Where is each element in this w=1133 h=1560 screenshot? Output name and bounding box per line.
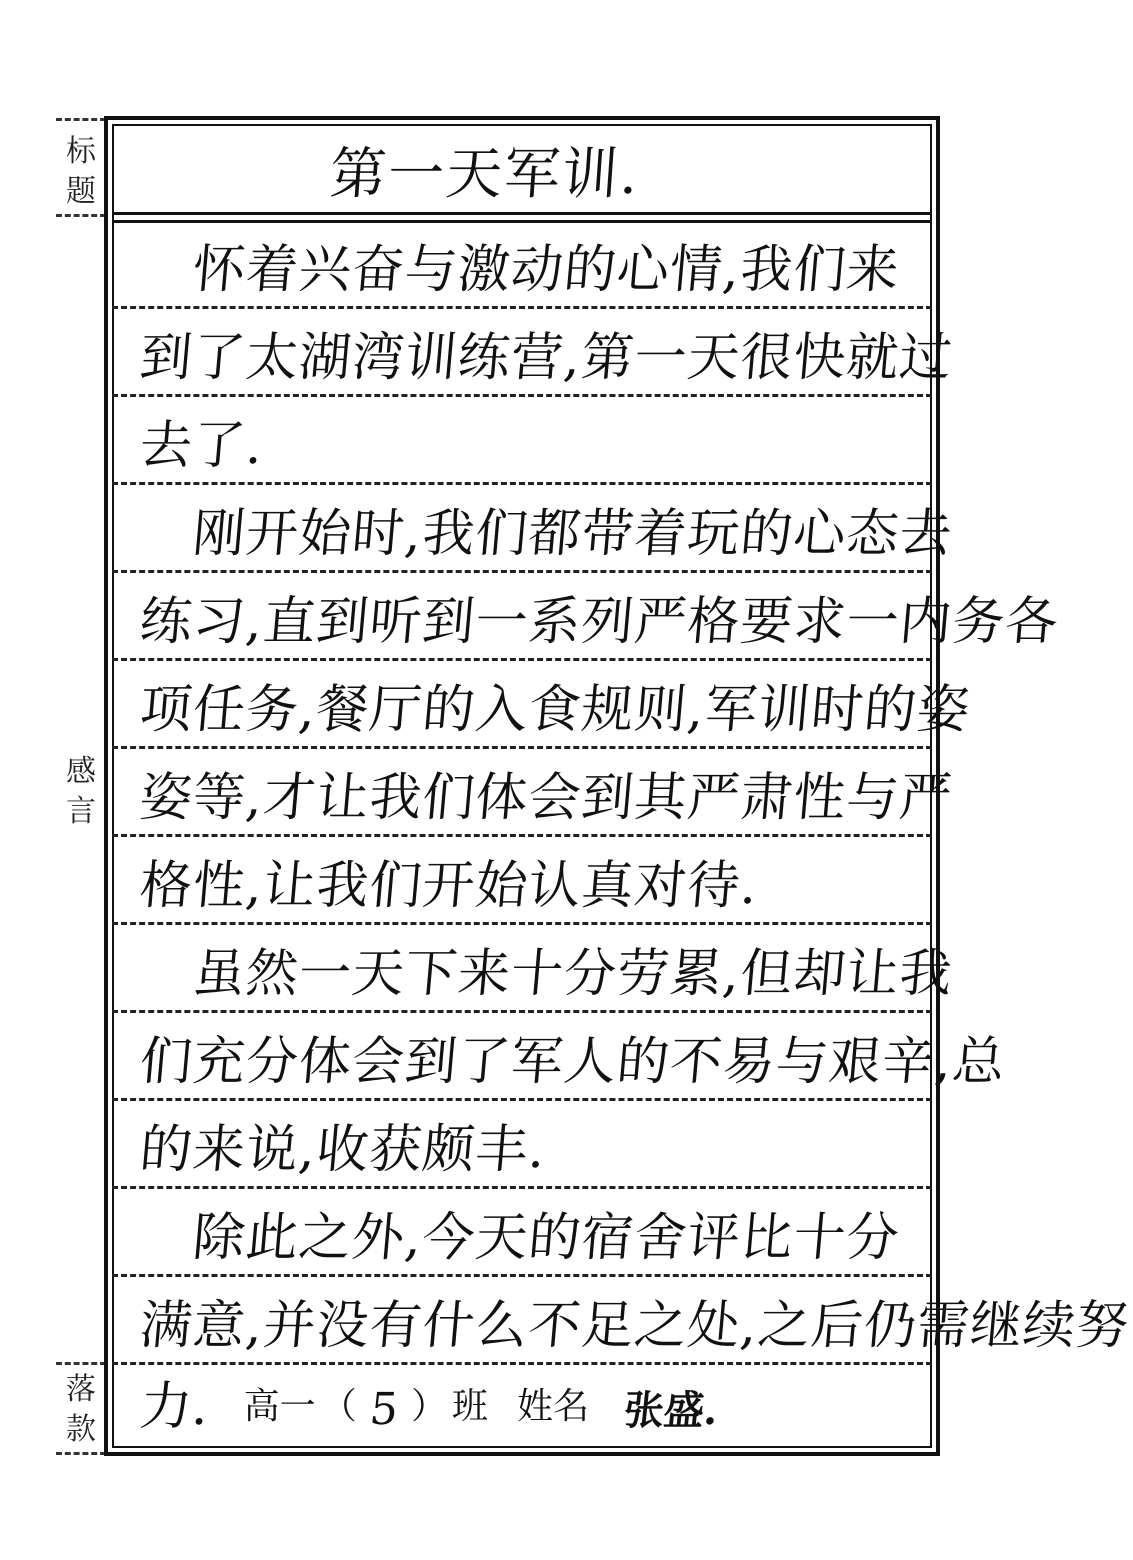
body-line: 满意,并没有什么不足之处,之后仍需继续努 [137,1296,1132,1356]
dashed-rule [112,1010,932,1013]
title-underline [112,220,932,223]
label-divider [56,118,106,121]
dashed-rule [112,922,932,925]
name-label: 姓名 [517,1386,590,1427]
title-section-label [56,132,106,212]
body-line: 刚开始时,我们都带着玩的心态去 [137,504,956,564]
sign-section-label-char: 款 [66,1412,96,1447]
class-open-paren: （ [320,1386,357,1427]
dashed-rule [112,306,932,309]
sign-section-label-char: 落 [66,1372,96,1407]
title-section-label-char: 题 [66,174,96,209]
body-line: 怀着兴奋与激动的心情,我们来 [137,240,903,300]
body-section-label-char: 言 [66,794,96,829]
dashed-rule [112,834,932,837]
dashed-rule [112,1362,932,1365]
student-name: 张盛. [621,1387,721,1434]
class-label: 班 [452,1386,489,1427]
class-close-paren: ） [410,1386,447,1427]
body-line: 练习,直到听到一系列严格要求一内务各 [137,592,1062,652]
body-line: 除此之外,今天的宿舍评比十分 [137,1208,903,1268]
class-number: 5 [367,1384,401,1435]
dashed-rule [112,1274,932,1277]
grade-label: 高一 [243,1386,316,1427]
body-line: 到了太湖湾训练营,第一天很快就过 [137,328,956,388]
label-divider [56,1452,106,1455]
label-divider [56,214,106,217]
body-line: 们充分体会到了军人的不易与艰辛,总 [137,1032,1009,1092]
body-section-label [56,752,106,832]
dashed-rule [112,658,932,661]
body-line: 项任务,餐厅的入食规则,军训时的姿 [137,680,973,740]
body-line: 去了. [137,416,267,476]
dashed-rule [112,482,932,485]
signature-row [137,1372,920,1442]
title-section-label-char: 标 [66,134,96,169]
dashed-rule [112,394,932,397]
body-line: 的来说,收获颇丰. [137,1120,549,1180]
body-line: 虽然一天下来十分劳累,但却让我 [137,944,956,1004]
title-underline [112,212,932,215]
body-section-label-char: 感 [66,754,96,789]
dashed-rule [112,1098,932,1101]
sign-section-label [56,1370,106,1450]
label-divider [56,1362,106,1365]
dashed-rule [112,1186,932,1189]
dashed-rule [112,746,932,749]
body-line: 格性,让我们开始认真对待. [137,856,761,916]
dashed-rule [112,570,932,573]
body-line-final: 力. [137,1377,212,1437]
body-line: 姿等,才让我们体会到其严肃性与严 [137,768,956,828]
essay-title: 第一天军训. [327,142,643,207]
